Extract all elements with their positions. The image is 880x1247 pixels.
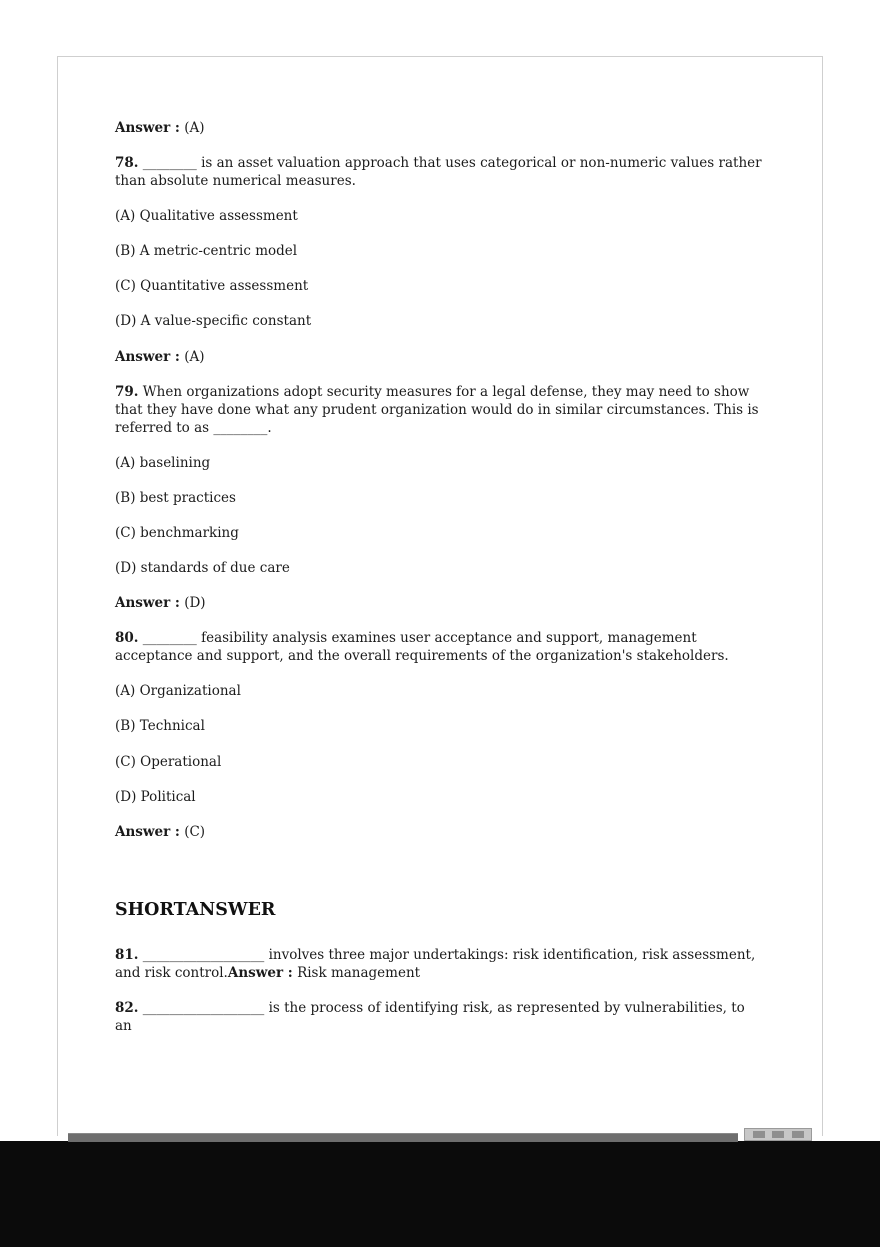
option-d: (D) Political (115, 788, 196, 805)
option-d: (D) standards of due care (115, 560, 290, 577)
option-d: (D) A value-specific constant (115, 313, 312, 330)
option-b: (B) Technical (115, 718, 205, 735)
answer-value: (A) (184, 120, 205, 136)
question-number: 81. (115, 947, 139, 964)
section-heading: SHORTANSWER (115, 899, 276, 920)
answer-label: Answer : (115, 595, 180, 612)
option-b: (B) best practices (115, 489, 236, 506)
option-a: (A) baselining (115, 454, 211, 471)
question-body: ________ is an asset valuation approach that uses categorical or non-numeric values rather than absolute numerical measures. (115, 155, 762, 190)
question-number: 80. (115, 630, 139, 647)
answer-label: Answer : (115, 348, 180, 365)
answer-value: (D) (184, 595, 206, 612)
scrollbar-tick (772, 1131, 784, 1138)
scrollbar-tick (792, 1131, 804, 1138)
page-bottom-shadow (68, 1133, 738, 1142)
short-answer-item (115, 946, 765, 982)
bottom-dark-region (0, 1141, 880, 1247)
question-body: __________________ is the process of identifying risk, as represented by vulnerabilities, to an (115, 1000, 745, 1035)
question-text (115, 383, 765, 437)
question-body: When organizations adopt security measures for a legal defense, they may need to show that they have done what any prudent organization would do in similar circumstances. This is referred to as ________. (115, 383, 759, 436)
document-page (57, 56, 823, 1136)
horizontal-scrollbar-thumb[interactable] (744, 1128, 812, 1141)
scrollbar-tick (753, 1131, 765, 1138)
question-text (115, 154, 765, 190)
answer-line (115, 348, 765, 366)
answer-label: Answer : (115, 823, 180, 840)
answer-value: (C) (184, 823, 206, 840)
option-b: (B) A metric-centric model (115, 243, 298, 260)
option-a: (A) Qualitative assessment (115, 208, 298, 225)
answer-value: Risk management (297, 965, 421, 982)
option-c: (C) Quantitative assessment (115, 278, 309, 295)
answer-label: Answer : (115, 120, 180, 136)
question-text (115, 629, 765, 665)
question-number: 79. (115, 383, 139, 400)
short-answer-item (115, 999, 765, 1035)
question-number: 78. (115, 155, 139, 172)
option-c: (C) benchmarking (115, 525, 239, 542)
option-a: (A) Organizational (115, 683, 241, 700)
option-c: (C) Operational (115, 753, 222, 770)
document-content (58, 57, 822, 1036)
question-number: 82. (115, 1000, 139, 1017)
answer-line (115, 823, 765, 841)
answer-value: (A) (184, 348, 205, 365)
question-body: ________ feasibility analysis examines user acceptance and support, management acceptance and support, and the overall requirements of the organization's stakeholders. (115, 630, 729, 665)
answer-line (115, 119, 765, 137)
answer-line (115, 594, 765, 612)
question-body: __________________ involves three major undertakings: risk identification, risk assessment, and risk control. (115, 947, 756, 982)
answer-label: Answer : (227, 965, 293, 982)
